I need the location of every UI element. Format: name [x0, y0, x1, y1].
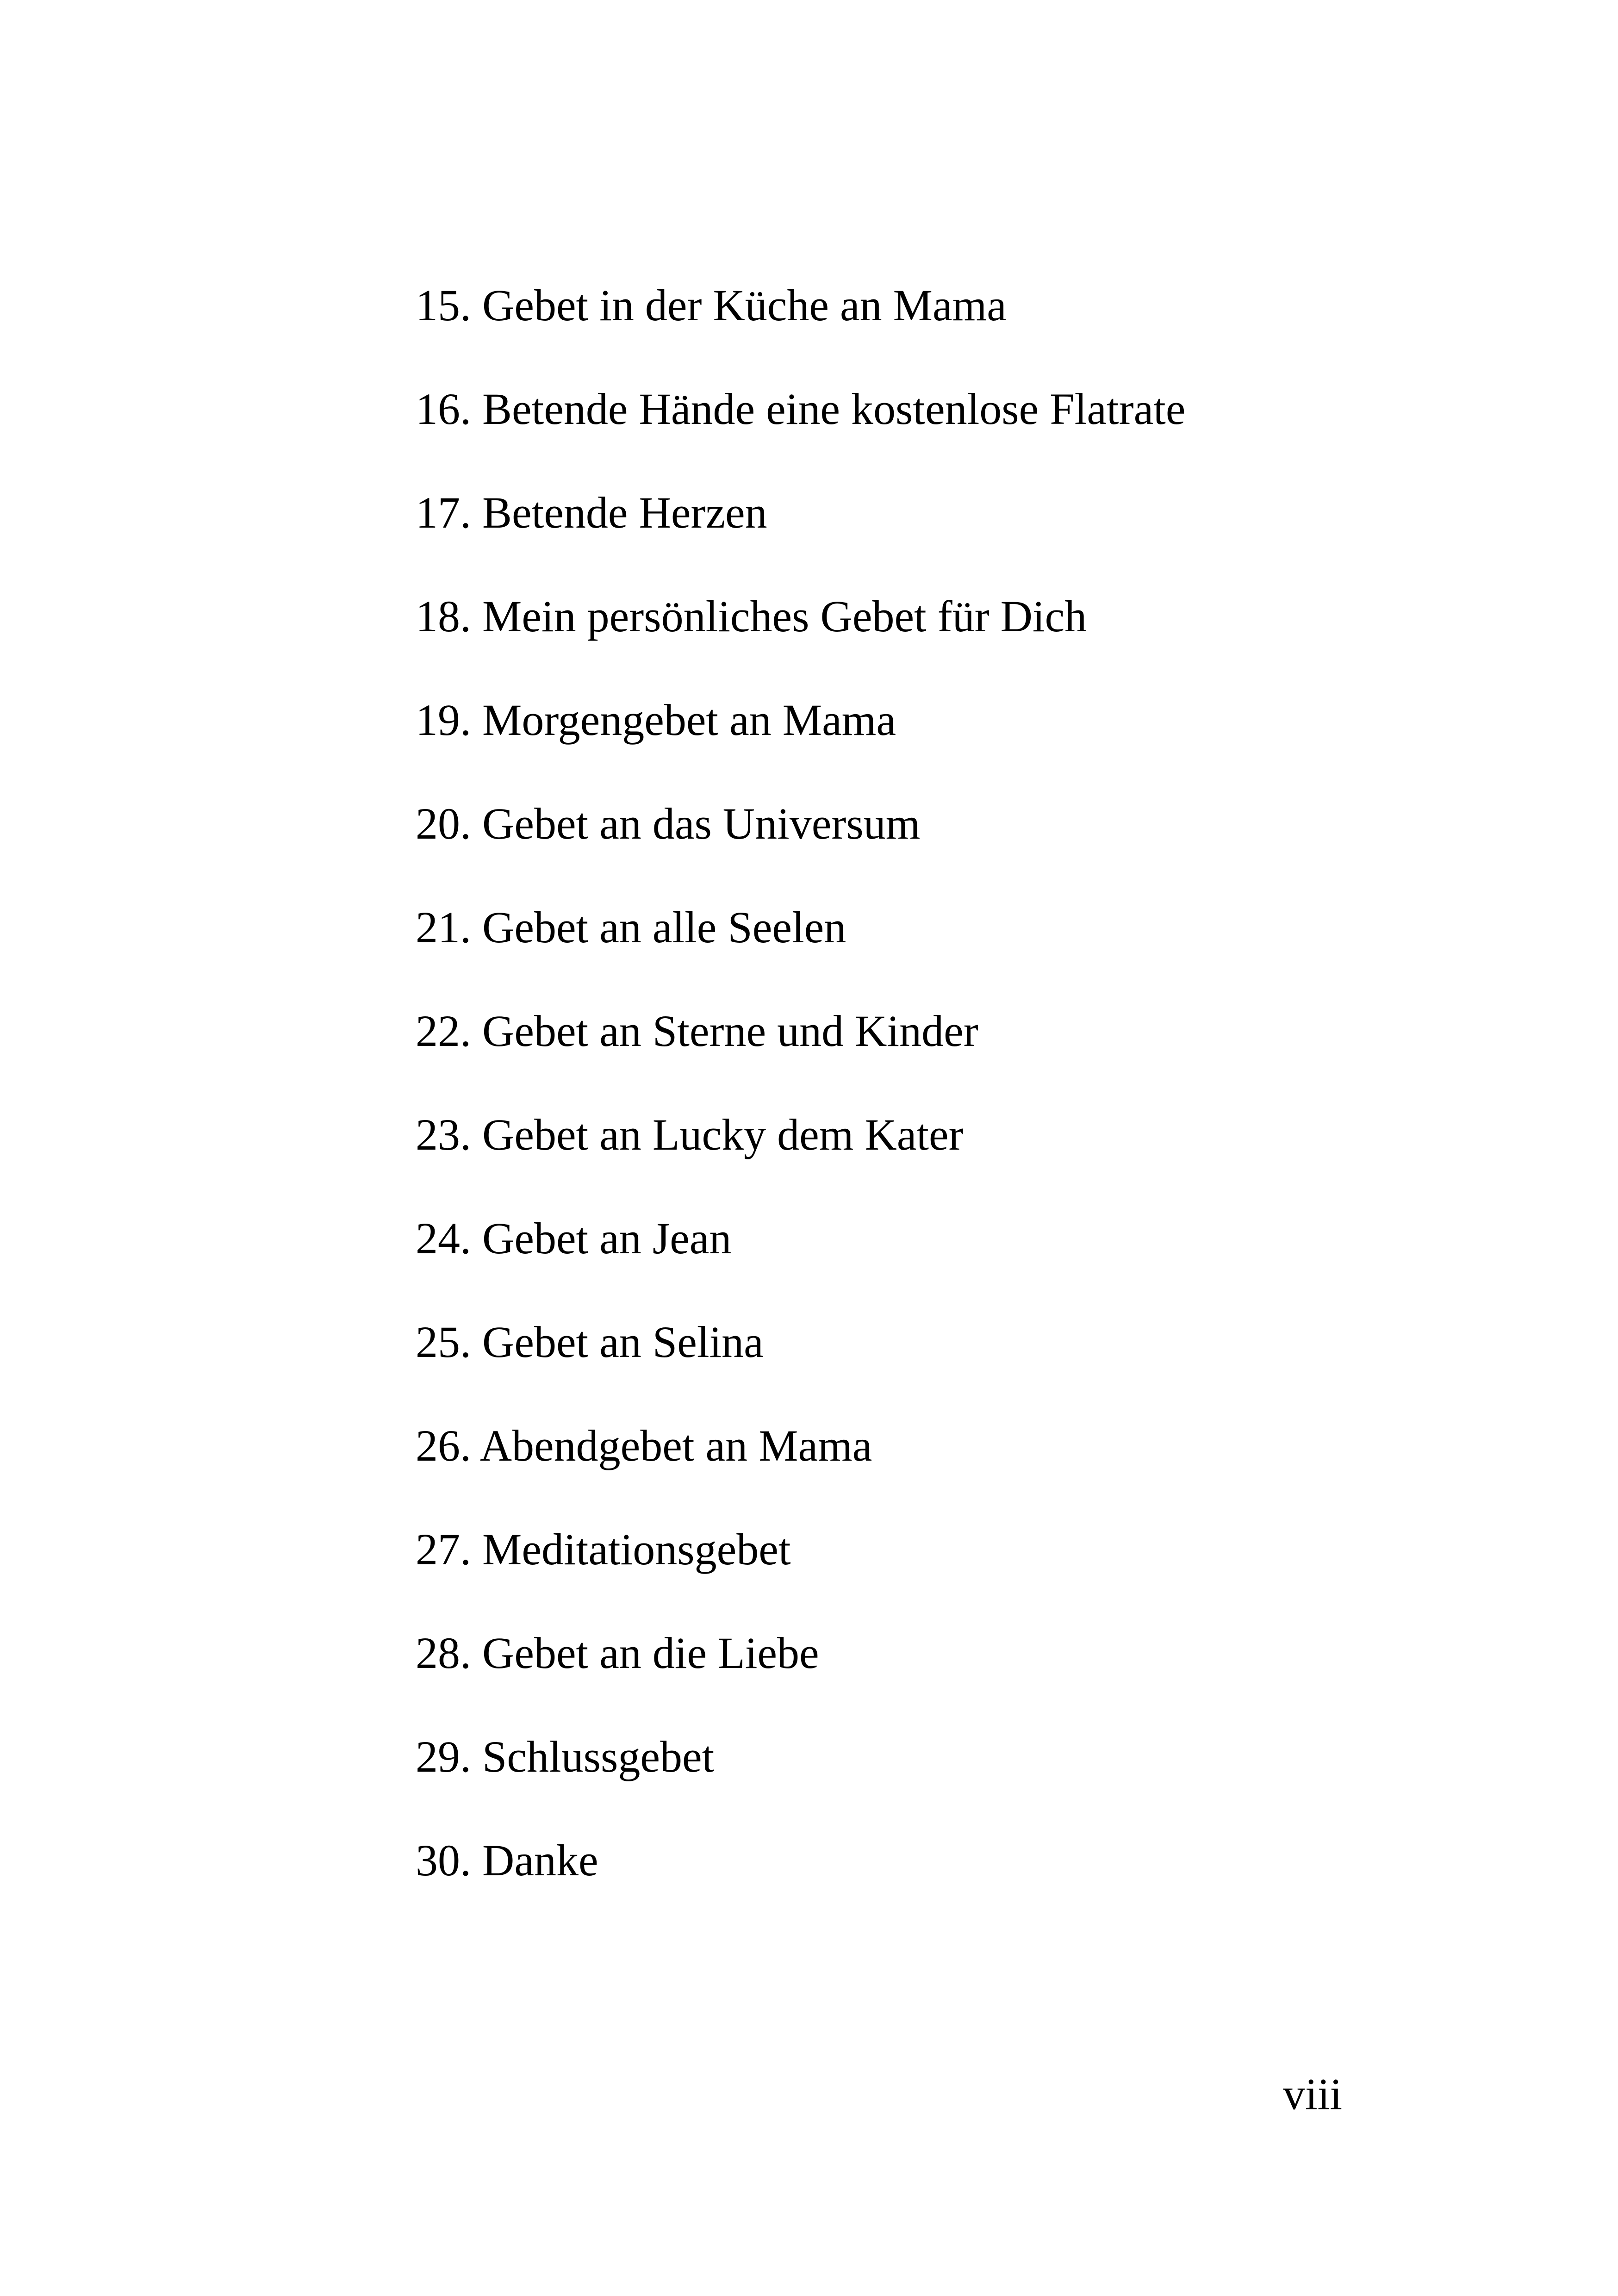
toc-entry-number: 17. [416, 488, 471, 537]
toc-entry-title: Gebet an alle Seelen [482, 902, 846, 952]
toc-entry-title: Mein persönliches Gebet für Dich [482, 591, 1087, 641]
toc-entry-title: Gebet an Lucky dem Kater [482, 1110, 964, 1159]
toc-entry-number: 18. [416, 591, 471, 641]
toc-entry-title: Gebet an das Universum [482, 799, 921, 848]
toc-entry-15 [416, 261, 1185, 365]
toc-entry-21 [416, 884, 1185, 987]
toc-entry-17 [416, 469, 1185, 572]
toc-entry-22 [416, 987, 1185, 1091]
toc-entry-30 [416, 1817, 1185, 1920]
toc-entry-title: Morgengebet an Mama [482, 695, 896, 745]
toc-entry-24 [416, 1195, 1185, 1298]
toc-entry-19 [416, 676, 1185, 780]
toc-entry-title: Gebet in der Küche an Mama [482, 280, 1007, 330]
toc-entry-number: 23. [416, 1110, 471, 1159]
toc-entry-18 [416, 572, 1185, 676]
toc-entry-20 [416, 780, 1185, 884]
toc-entry-title: Betende Herzen [482, 488, 767, 537]
toc-entry-title: Meditationsgebet [482, 1524, 791, 1574]
toc-entry-27 [416, 1506, 1185, 1609]
toc-entry-title: Schlussgebet [482, 1732, 715, 1781]
toc-entry-28 [416, 1609, 1185, 1713]
toc-entry-title: Betende Hände eine kostenlose Flatrate [482, 384, 1186, 434]
toc-entry-title: Danke [482, 1836, 598, 1885]
toc-entry-number: 19. [416, 695, 471, 745]
toc-entry-23 [416, 1091, 1185, 1195]
toc-entry-number: 24. [416, 1213, 471, 1263]
toc-entry-number: 20. [416, 799, 471, 848]
toc-entry-title: Gebet an Sterne und Kinder [482, 1006, 978, 1056]
toc-entry-title: Gebet an Selina [482, 1317, 764, 1367]
toc-entry-number: 27. [416, 1524, 471, 1574]
toc-entry-number: 29. [416, 1732, 471, 1781]
toc-entry-title: Gebet an die Liebe [482, 1628, 819, 1678]
toc-entry-16 [416, 365, 1185, 469]
toc-entry-number: 28. [416, 1628, 471, 1678]
toc-entry-number: 25. [416, 1317, 471, 1367]
toc-entry-29 [416, 1713, 1185, 1817]
toc-entry-25 [416, 1298, 1185, 1402]
toc-entry-number: 22. [416, 1006, 471, 1056]
toc-entry-number: 26. [416, 1421, 471, 1470]
toc-entry-number: 30. [416, 1836, 471, 1885]
toc-entry-number: 21. [416, 902, 471, 952]
table-of-contents [416, 261, 1185, 1920]
toc-entry-title: Gebet an Jean [482, 1213, 732, 1263]
toc-entry-number: 15. [416, 280, 471, 330]
page-number: viii [1282, 2069, 1342, 2119]
toc-entry-26 [416, 1402, 1185, 1506]
toc-entry-number: 16. [416, 384, 471, 434]
toc-entry-title: Abendgebet an Mama [479, 1421, 872, 1470]
